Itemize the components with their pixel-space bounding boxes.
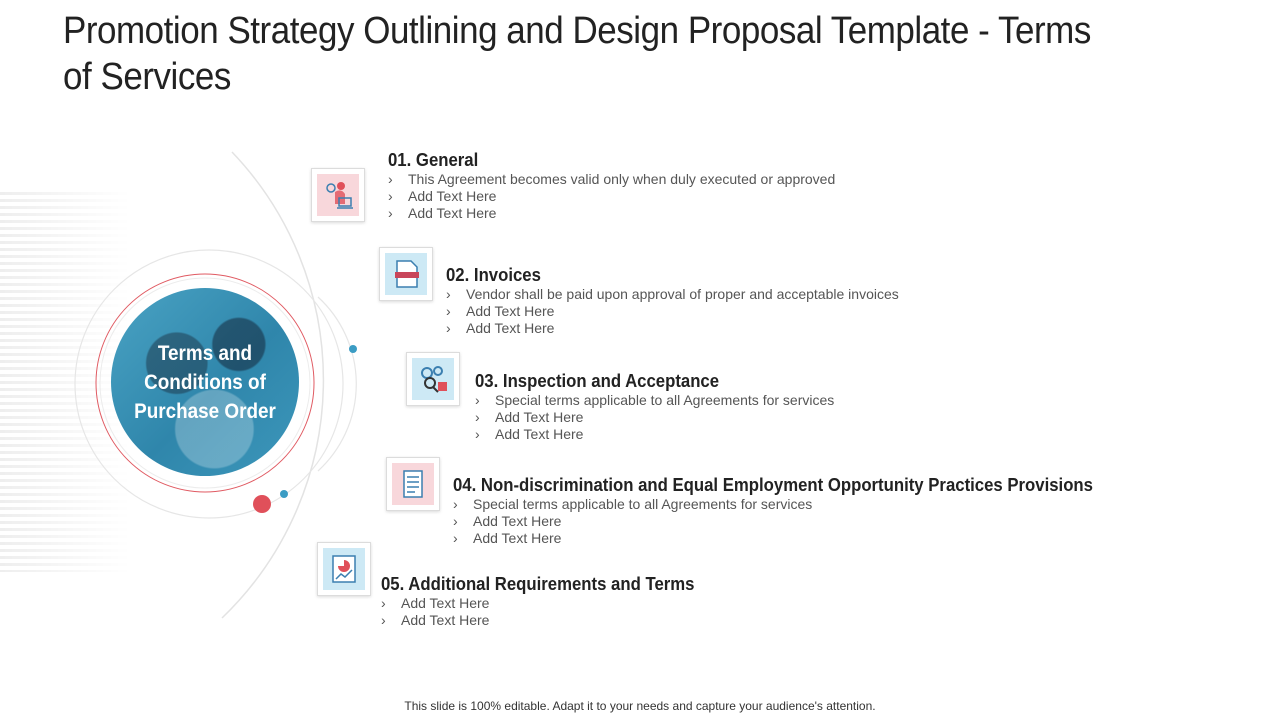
document-report-icon: [386, 457, 440, 511]
page-title: Promotion Strategy Outlining and Design Proposal Template - Terms of Services: [63, 10, 1091, 98]
list-item: › Add Text Here: [475, 409, 584, 425]
section-heading: 02. Invoices: [446, 265, 541, 285]
section-heading: 03. Inspection and Acceptance: [475, 371, 720, 391]
section-heading: 05. Additional Requirements and Terms: [381, 574, 695, 594]
section-inspection: [475, 370, 834, 443]
inspection-gears-icon: [406, 352, 460, 406]
list-item: › Add Text Here: [381, 612, 490, 628]
section-heading: 04. Non-discrimination and Equal Employment Opportunity Practices Provisions: [453, 475, 1093, 495]
section-invoices: [446, 264, 899, 337]
section-additional-requirements: [381, 573, 718, 629]
list-item: › Add Text Here: [446, 320, 555, 336]
list-item: › Add Text Here: [453, 530, 562, 546]
list-item: › Add Text Here: [388, 205, 497, 221]
list-item: › This Agreement becomes valid only when duly executed or approved: [388, 171, 836, 187]
list-item: › Add Text Here: [475, 426, 584, 442]
section-non-discrimination: [453, 474, 1141, 547]
invoice-document-icon: [379, 247, 433, 301]
section-heading: 01. General: [388, 150, 479, 170]
section-general: [388, 149, 835, 222]
list-item: › Special terms applicable to all Agreements for services: [475, 392, 835, 408]
list-item: › Add Text Here: [453, 513, 562, 529]
center-photo-circle: [111, 288, 299, 476]
list-item: › Vendor shall be paid upon approval of proper and acceptable invoices: [446, 286, 899, 302]
list-item: › Add Text Here: [388, 188, 497, 204]
list-item: › Add Text Here: [446, 303, 555, 319]
list-item: › Special terms applicable to all Agreements for services: [453, 496, 813, 512]
list-item: › Add Text Here: [381, 595, 490, 611]
center-label: Terms and Conditions of Purchase Order: [134, 341, 276, 423]
engineer-laptop-icon: [311, 168, 365, 222]
footer-note: This slide is 100% editable. Adapt it to your needs and capture your audience's attention.: [404, 699, 876, 713]
analytics-chart-icon: [317, 542, 371, 596]
